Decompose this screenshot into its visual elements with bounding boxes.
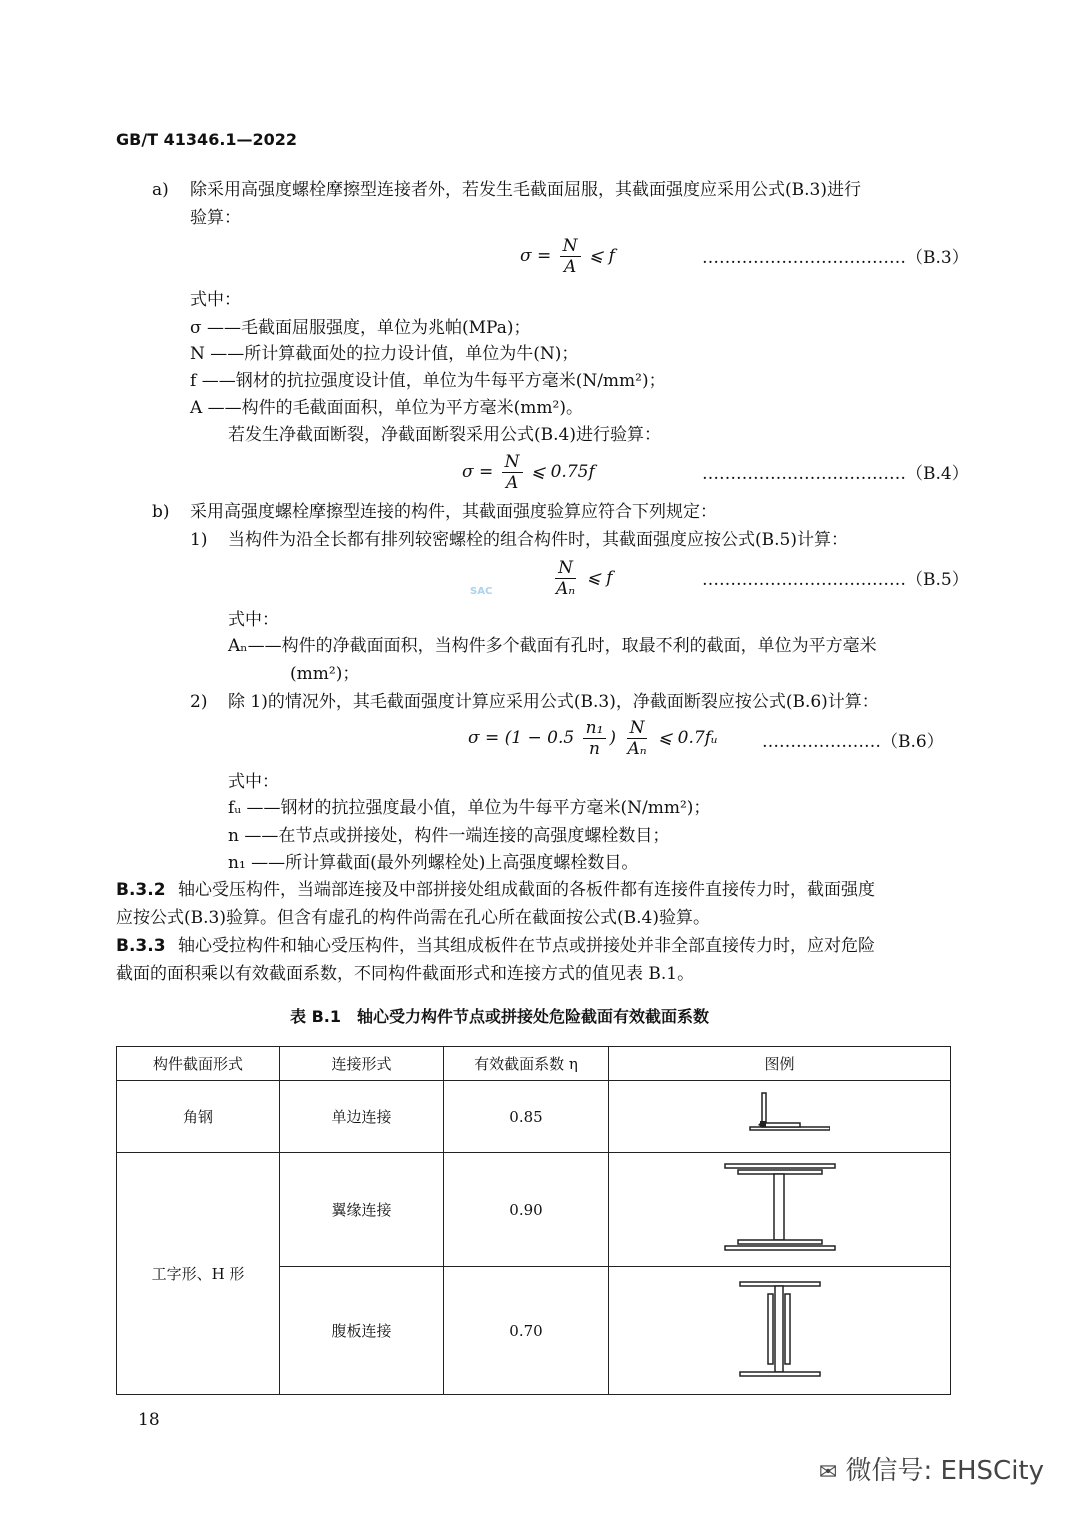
fraction-numerator: N xyxy=(555,558,576,579)
formula-lhs: σ = xyxy=(520,246,552,266)
where-title: 式中： xyxy=(190,290,241,310)
where-item-n-count: n ——在节点或拼接处，构件一端连接的高强度螺栓数目； xyxy=(228,826,670,846)
page-number: 18 xyxy=(138,1410,160,1430)
list-label-1: 1) xyxy=(190,530,208,550)
table-cell-conn: 腹板连接 xyxy=(280,1267,444,1395)
para-b-text: 采用高强度螺栓摩擦型连接的构件，其截面强度验算应符合下列规定： xyxy=(190,502,717,522)
where-title: 式中： xyxy=(228,610,279,630)
clause-b33-number: B.3.3 xyxy=(116,936,166,956)
table-header-cell: 连接形式 xyxy=(280,1047,444,1081)
sac-watermark-logo: SAC xyxy=(470,586,493,597)
table-cell-conn: 单边连接 xyxy=(280,1081,444,1153)
formula-lhs: σ = xyxy=(462,462,494,482)
table-cell-coef: 0.85 xyxy=(444,1081,609,1153)
fraction-denominator: n xyxy=(589,739,600,759)
formula-b5 xyxy=(550,558,613,599)
para-a-line1: 除采用高强度螺栓摩擦型连接者外，若发生毛截面屈服，其截面强度应采用公式(B.3)进行 xyxy=(190,180,861,200)
where-item-f: f ——钢材的抗拉强度设计值，单位为牛每平方毫米(N/mm²)； xyxy=(190,371,666,391)
formula-rhs: ⩽ f xyxy=(586,568,613,588)
where-item-fu: fᵤ ——钢材的抗拉强度最小值，单位为牛每平方毫米(N/mm²)； xyxy=(228,798,711,818)
fraction-numerator: N xyxy=(560,236,581,257)
list-label-b: b) xyxy=(152,502,170,522)
where-title: 式中： xyxy=(228,772,279,792)
fraction-denominator: A xyxy=(505,473,519,493)
wechat-icon: ✉ xyxy=(818,1460,838,1485)
table-cell-conn: 翼缘连接 xyxy=(280,1153,444,1267)
formula-b5-ref: ………………………………（B.5） xyxy=(702,570,969,590)
table-header-cell: 构件截面形式 xyxy=(117,1047,280,1081)
para-a-line2: 验算： xyxy=(190,208,241,228)
fraction-numerator: n₁ xyxy=(583,718,607,739)
clause-b32-line1: 轴心受压构件，当端部连接及中部拼接处组成截面的各板件都有连接件直接传力时，截面强度 xyxy=(178,880,875,900)
coefficient-table xyxy=(116,1046,951,1395)
table-row xyxy=(117,1081,951,1153)
watermark-text: 微信号: EHSCity xyxy=(845,1456,1044,1486)
formula-b4-ref: ………………………………（B.4） xyxy=(702,464,969,484)
item-1-text: 当构件为沿全长都有排列较密螺栓的组合构件时，其截面强度应按公式(B.5)计算： xyxy=(228,530,848,550)
fraction-numerator: N xyxy=(502,452,523,473)
formula-rhs: ⩽ f xyxy=(588,246,615,266)
list-label-2: 2) xyxy=(190,692,208,712)
where-item-a: A ——构件的毛截面面积，单位为平方毫米(mm²)。 xyxy=(190,398,583,418)
clause-b32-number: B.3.2 xyxy=(116,880,166,900)
standard-number: GB/T 41346.1—2022 xyxy=(116,130,298,149)
clause-b33-line1: 轴心受拉构件和轴心受压构件，当其组成板件在节点或拼接处并非全部直接传力时，应对危险 xyxy=(178,936,875,956)
formula-b3 xyxy=(520,236,615,277)
para-net-section: 若发生净截面断裂，净截面断裂采用公式(B.4)进行验算： xyxy=(228,425,661,445)
where-item-n1: n₁ ——所计算截面(最外列螺栓处)上高强度螺栓数目。 xyxy=(228,853,639,873)
table-header-cell: 有效截面系数 η xyxy=(444,1047,609,1081)
wechat-watermark xyxy=(819,1450,1044,1487)
where-item-an-cont: (mm²)； xyxy=(290,664,360,684)
formula-part1: (1 − 0.5 xyxy=(504,728,575,748)
item-2-text: 除 1)的情况外，其毛截面强度计算应采用公式(B.3)，净截面断裂应按公式(B.6)计算： xyxy=(228,692,879,712)
where-item-an: Aₙ——构件的净截面面积，当构件多个截面有孔时，取最不利的截面，单位为平方毫米 xyxy=(228,636,877,656)
formula-rhs: ⩽ 0.7fᵤ xyxy=(658,728,718,748)
list-label-a: a) xyxy=(152,180,169,200)
formula-b4 xyxy=(462,452,595,493)
table-cell-coef: 0.70 xyxy=(444,1267,609,1395)
table-row xyxy=(117,1153,951,1267)
fraction-denominator: A xyxy=(563,257,577,277)
clause-b33-line2: 截面的面积乘以有效截面系数，不同构件截面形式和连接方式的值见表 B.1。 xyxy=(116,964,695,984)
formula-part2: ) xyxy=(609,728,617,748)
angle-steel-figure xyxy=(730,1085,830,1145)
table-caption: 表 B.1 轴心受力构件节点或拼接处危险截面有效截面系数 xyxy=(290,1007,709,1026)
where-item-sigma: σ ——毛截面屈服强度，单位为兆帕(MPa)； xyxy=(190,318,531,338)
table-header-row xyxy=(117,1047,951,1081)
fraction-denominator: Aₙ xyxy=(556,579,576,599)
formula-rhs: ⩽ 0.75f xyxy=(530,462,595,482)
table-header-cell: 图例 xyxy=(609,1047,951,1081)
formula-b6-ref: …………………（B.6） xyxy=(762,732,944,752)
formula-lhs: σ = xyxy=(468,728,500,748)
fraction-numerator: N xyxy=(627,718,648,739)
formula-b6 xyxy=(468,718,718,759)
where-item-n: N ——所计算截面处的拉力设计值，单位为牛(N)； xyxy=(190,344,579,364)
table-cell-figure xyxy=(609,1153,951,1267)
table-cell-form: 工字形、H 形 xyxy=(117,1153,280,1395)
h-section-flange-figure xyxy=(720,1158,840,1258)
table-cell-coef: 0.90 xyxy=(444,1153,609,1267)
table-cell-figure xyxy=(609,1267,951,1395)
h-section-web-figure xyxy=(735,1274,825,1384)
table-cell-form: 角钢 xyxy=(117,1081,280,1153)
clause-b32-line2: 应按公式(B.3)验算。但含有虚孔的构件尚需在孔心所在截面按公式(B.4)验算。 xyxy=(116,908,710,928)
formula-b3-ref: ………………………………（B.3） xyxy=(702,248,969,268)
fraction-denominator: Aₙ xyxy=(627,739,647,759)
table-cell-figure xyxy=(609,1081,951,1153)
